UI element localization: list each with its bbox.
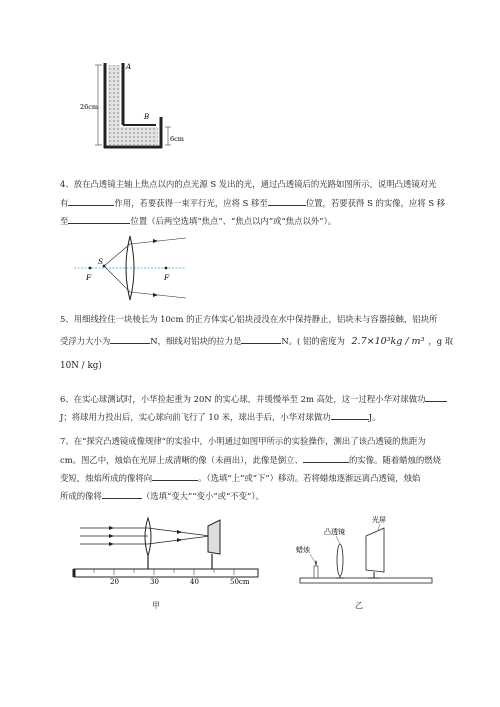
q6-blank-2[interactable] (331, 410, 369, 420)
q5-line2: 受浮力大小为 N，细线对铝块的拉力是 N。( 铝的密度为 2.7×10³kg / m³ ，g 取 (60, 336, 454, 347)
q4-blank-1[interactable] (68, 196, 114, 206)
tick-20: 20 (110, 578, 119, 586)
q4-blank-2[interactable] (268, 196, 306, 206)
q7-line1: 7、在“探究凸透镜成像规律”的实验中，小明通过如图甲所示的实验操作，测出了该凸透镜的焦距为 (60, 436, 426, 446)
q7-line2: cm。图乙中，烛焰在光屏上成清晰的像（未画出），此像是倒立、 的实像。随着蜡烛的燃烧 (60, 455, 442, 465)
q7-line4: 所成的像将 （选填“变大”“变小”或“不变”）。 (60, 491, 264, 501)
q7-blank-2[interactable] (152, 471, 198, 481)
label-f-left: F (86, 273, 92, 282)
tick-40: 40 (190, 578, 199, 586)
tick-50cm: 50cm (230, 578, 250, 586)
q4-line1: 4、放在凸透镜主轴上焦点以内的点光源 S 发出的光，通过凸透镜后的光路如图所示，说明凸透镜对光 (60, 179, 437, 189)
q4-line2: 有 作用，若要获得一束平行光，应将 S 移至 位置，若要获得 S 的实像，应将 S 移 (60, 198, 446, 208)
q6-line2: J；将球用力投出后，实心球向前飞行了 10 米，球出手后，小华对球做功 J。 (60, 412, 381, 422)
caption-yi: 乙 (355, 601, 363, 610)
label-f-right: F (164, 273, 170, 282)
q6-line1: 6、在实心球测试时，小华捡起重为 20N 的实心球，并缓慢举至 2m 高处，这一过程小华对球做功 (60, 392, 447, 405)
dim-26cm: 26cm (80, 103, 99, 111)
caption-jia: 甲 (152, 601, 160, 610)
q5-blank-2[interactable] (241, 334, 281, 344)
q4-blank-3[interactable] (68, 214, 130, 224)
q5-blank-1[interactable] (110, 334, 150, 344)
label-b: B (144, 113, 150, 121)
figure-jia-optical-bench (70, 512, 270, 588)
q7-line3: 变短，烛焰所成的像将向 。（选填“上”或“下”）移动。若将蜡烛逐渐远离凸透镜，烛焰 (60, 473, 421, 483)
q6-blank-1[interactable] (425, 392, 447, 402)
label-a: A (126, 63, 132, 71)
figure-yi-candle-setup (296, 514, 446, 588)
q5-line3: 10N / kg) (60, 361, 102, 371)
dim-6cm: 6cm (170, 135, 184, 143)
container-figure (80, 55, 190, 165)
tick-30: 30 (150, 578, 159, 586)
q5-line1: 5、用细线拴住一块棱长为 10cm 的正方体实心铝块浸没在水中保持静止，铝块未与容器接触，铝块所 (60, 314, 438, 324)
q7-blank-1[interactable] (303, 453, 349, 463)
label-convex-lens: 凸透镜 (324, 528, 345, 536)
q7-blank-3[interactable] (102, 489, 142, 499)
label-screen: 光屏 (372, 516, 386, 524)
lens-diagram (70, 228, 190, 304)
label-s: S (98, 257, 104, 266)
q4-line3: 至 位置（后两空选填“焦点”、“焦点以内”或“焦点以外”）。 (60, 216, 337, 226)
label-candle: 蜡烛 (296, 546, 310, 554)
aluminum-density: 2.7×10³kg / m³ (351, 336, 425, 347)
